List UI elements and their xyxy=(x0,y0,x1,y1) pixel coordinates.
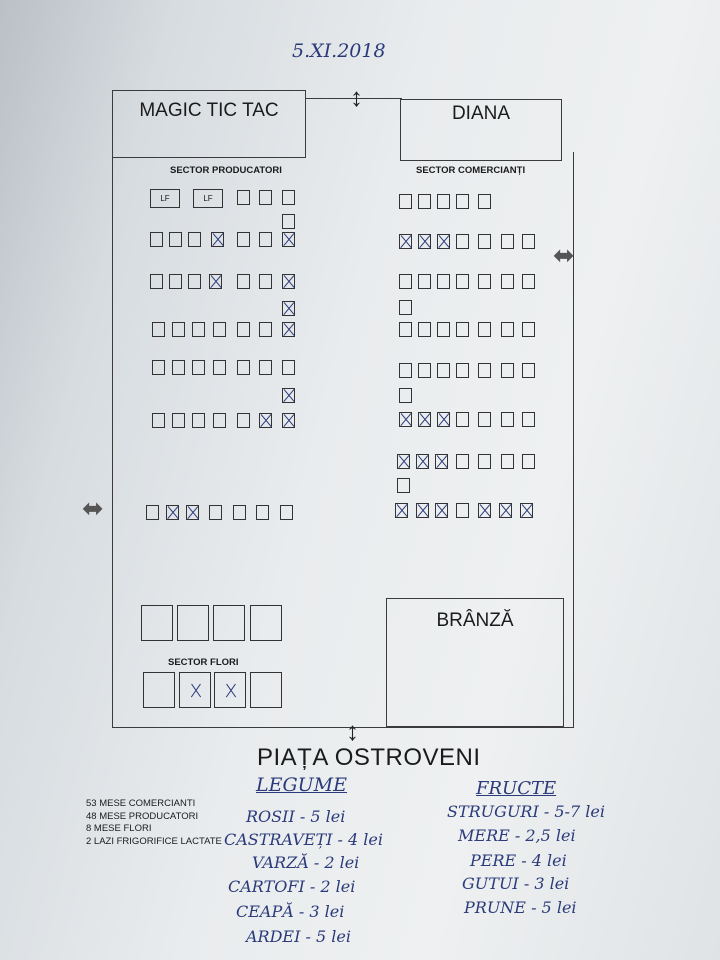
merchant-table xyxy=(456,454,469,469)
merchant-table xyxy=(478,454,491,469)
producer-table xyxy=(256,505,269,520)
lf-cooler: LF xyxy=(193,189,223,208)
merchant-table xyxy=(399,363,412,378)
flower-table xyxy=(213,605,245,641)
producer-table xyxy=(172,413,185,428)
legume-item: ROSII - 5 lei xyxy=(246,807,346,826)
merchant-table-occupied xyxy=(399,412,412,427)
producer-table-occupied xyxy=(282,274,295,289)
fructe-title: FRUCTE xyxy=(476,778,557,799)
producer-table xyxy=(280,505,293,520)
producer-table-occupied xyxy=(282,301,295,316)
merchant-table xyxy=(478,363,491,378)
sector-producatori-label: SECTOR PRODUCATORI xyxy=(170,165,282,176)
merchant-table xyxy=(456,412,469,427)
producer-table xyxy=(259,190,272,205)
producer-table xyxy=(237,190,250,205)
merchant-table xyxy=(456,363,469,378)
merchant-table xyxy=(456,322,469,337)
right-entrance-arrow-icon: ⬌ xyxy=(553,240,575,270)
producer-table xyxy=(169,274,182,289)
producer-table-occupied xyxy=(211,232,224,247)
stats-line: 8 MESE FLORI xyxy=(86,823,152,834)
producer-table xyxy=(192,413,205,428)
legume-item: ARDEI - 5 lei xyxy=(246,927,351,946)
merchant-table xyxy=(522,322,535,337)
producer-table xyxy=(150,232,163,247)
producer-table xyxy=(209,505,222,520)
merchant-table xyxy=(418,274,431,289)
flower-table xyxy=(177,605,209,641)
fructe-item: STRUGURI - 5-7 lei xyxy=(447,802,605,821)
producer-table xyxy=(259,274,272,289)
merchant-table-occupied xyxy=(437,234,450,249)
branza-label: BRÂNZĂ xyxy=(436,610,514,631)
merchant-table xyxy=(456,274,469,289)
merchant-table-occupied xyxy=(499,503,512,518)
merchant-table xyxy=(399,322,412,337)
merchant-table xyxy=(456,234,469,249)
producer-table xyxy=(146,505,159,520)
producer-table xyxy=(152,413,165,428)
legume-title: LEGUME xyxy=(256,774,348,796)
stats-line: 48 MESE PRODUCATORI xyxy=(86,810,199,822)
producer-table-occupied xyxy=(259,413,272,428)
fructe-item: MERE - 2,5 lei xyxy=(458,826,576,845)
merchant-table xyxy=(437,322,450,337)
producer-table xyxy=(259,360,272,375)
merchant-table-occupied xyxy=(418,412,431,427)
merchant-table xyxy=(522,234,535,249)
producer-table xyxy=(233,505,246,520)
producer-table xyxy=(150,274,163,289)
merchant-table-occupied xyxy=(418,234,431,249)
lf-cooler: LF xyxy=(150,189,180,208)
producer-table xyxy=(172,360,185,375)
producer-table xyxy=(237,274,250,289)
merchant-table xyxy=(478,194,491,209)
merchant-table xyxy=(437,194,450,209)
producer-table-occupied xyxy=(186,505,199,520)
fructe-item: PERE - 4 lei xyxy=(470,851,567,870)
merchant-table-occupied xyxy=(416,454,429,469)
producer-table xyxy=(169,232,182,247)
producer-table-occupied xyxy=(282,322,295,337)
merchant-table xyxy=(456,194,469,209)
legume-item: CARTOFI - 2 lei xyxy=(228,877,356,896)
merchant-table xyxy=(501,322,514,337)
merchant-table xyxy=(501,412,514,427)
merchant-table xyxy=(478,412,491,427)
fructe-item: PRUNE - 5 lei xyxy=(464,898,577,917)
producer-table xyxy=(282,190,295,205)
merchant-table-occupied xyxy=(478,503,491,518)
merchant-table xyxy=(501,363,514,378)
merchant-table xyxy=(437,363,450,378)
producer-table xyxy=(259,322,272,337)
merchant-table xyxy=(399,274,412,289)
producer-table xyxy=(172,322,185,337)
stats-list xyxy=(86,798,222,848)
merchant-table xyxy=(522,412,535,427)
stats-line: 53 MESE COMERCIANTI xyxy=(86,798,196,809)
merchant-table xyxy=(501,274,514,289)
merchant-table xyxy=(437,274,450,289)
merchant-table xyxy=(418,363,431,378)
producer-table xyxy=(259,232,272,247)
producer-table xyxy=(188,274,201,289)
merchant-table xyxy=(399,300,412,315)
market-heading: PIAȚA OSTROVENI xyxy=(257,744,481,771)
merchant-table xyxy=(399,388,412,403)
merchant-table xyxy=(501,454,514,469)
producer-table xyxy=(282,214,295,229)
merchant-table xyxy=(522,363,535,378)
producer-table-occupied xyxy=(282,413,295,428)
producer-table-occupied xyxy=(282,232,295,247)
merchant-table xyxy=(522,454,535,469)
merchant-table-occupied xyxy=(399,234,412,249)
merchant-table xyxy=(418,194,431,209)
producer-table xyxy=(237,360,250,375)
merchant-table-occupied xyxy=(416,503,429,518)
diana-label: DIANA xyxy=(451,103,511,124)
producer-table xyxy=(152,322,165,337)
bottom-entrance-arrow-icon: ↕ xyxy=(346,716,359,746)
flower-table-occupied xyxy=(179,672,211,708)
merchant-table xyxy=(522,274,535,289)
merchant-table xyxy=(501,234,514,249)
producer-table-occupied xyxy=(166,505,179,520)
flower-table xyxy=(250,672,282,708)
merchant-table xyxy=(478,234,491,249)
merchant-table-occupied xyxy=(435,503,448,518)
flower-table-occupied xyxy=(214,672,246,708)
merchant-table xyxy=(478,274,491,289)
merchant-table-occupied xyxy=(520,503,533,518)
sector-comercianti-label: SECTOR COMERCIANȚI xyxy=(416,165,526,176)
producer-table xyxy=(213,413,226,428)
producer-table xyxy=(282,360,295,375)
merchant-table-occupied xyxy=(437,412,450,427)
merchant-table-occupied xyxy=(397,454,410,469)
merchant-table xyxy=(456,503,469,518)
merchant-table xyxy=(397,478,410,493)
top-entrance-arrow-icon: ↕ xyxy=(350,82,363,112)
left-entrance-arrow-icon: ⬌ xyxy=(82,493,104,523)
producer-table xyxy=(237,413,250,428)
producer-table xyxy=(188,232,201,247)
merchant-table xyxy=(399,194,412,209)
producer-table xyxy=(213,360,226,375)
date-note: 5.XI.2018 xyxy=(292,40,386,62)
producer-table xyxy=(213,322,226,337)
merchant-table-occupied xyxy=(435,454,448,469)
producer-table xyxy=(237,322,250,337)
magic-tic-tac-label: MAGIC TIC TAC xyxy=(139,100,279,121)
producer-table xyxy=(192,322,205,337)
legume-item: CEAPĂ - 3 lei xyxy=(236,902,345,921)
producer-table-occupied xyxy=(209,274,222,289)
fructe-item: GUTUI - 3 lei xyxy=(462,874,570,893)
flower-table xyxy=(250,605,282,641)
flower-table xyxy=(143,672,175,708)
producer-table xyxy=(152,360,165,375)
merchant-table-occupied xyxy=(395,503,408,518)
stats-line: 2 LAZI FRIGORIFICE LACTATE xyxy=(86,835,222,847)
legume-item: CASTRAVEȚI - 4 lei xyxy=(224,830,384,849)
producer-table xyxy=(237,232,250,247)
merchant-table xyxy=(418,322,431,337)
producer-table xyxy=(192,360,205,375)
sector-flori-label: SECTOR FLORI xyxy=(168,657,239,668)
producer-table-occupied xyxy=(282,388,295,403)
merchant-table xyxy=(478,322,491,337)
flower-table xyxy=(141,605,173,641)
legume-item: VARZĂ - 2 lei xyxy=(252,853,360,872)
